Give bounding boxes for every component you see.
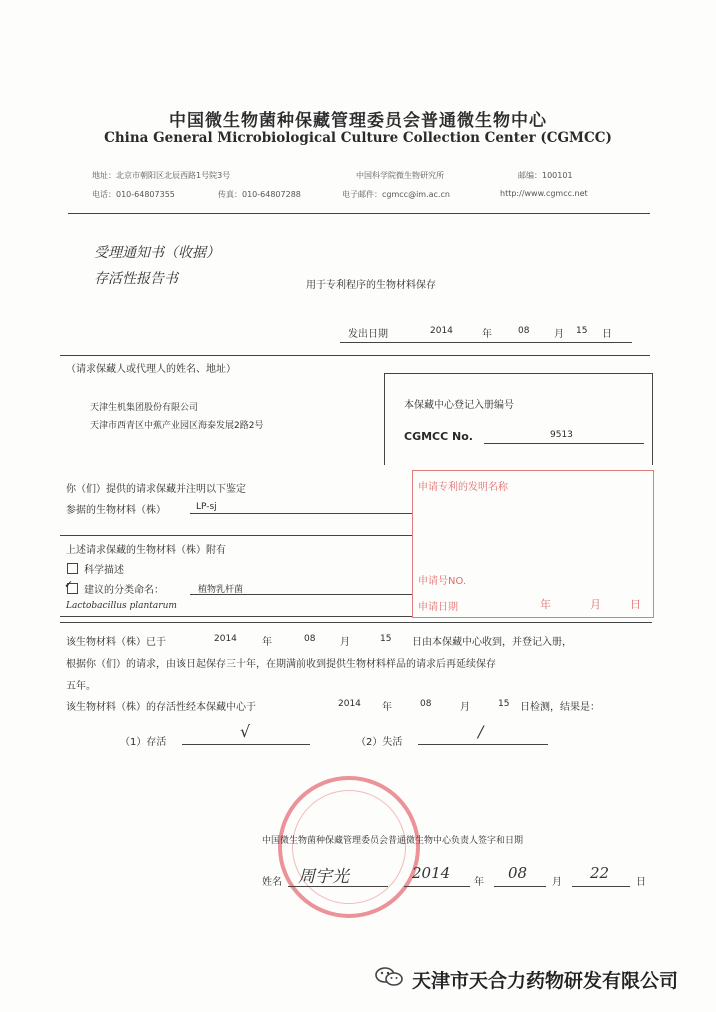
center-title-cn: 中国微生物菌种保藏管理委员会普通微生物中心 — [169, 111, 547, 131]
issue-month: 08 — [518, 326, 530, 336]
viability-post: 日检测，结果是： — [520, 702, 600, 713]
dead-mark: / — [478, 722, 484, 741]
viability-pre: 该生物材料（株）的存活性经本保藏中心于 — [66, 702, 256, 713]
application-month-unit: 月 — [590, 598, 601, 611]
issue-month-unit: 月 — [554, 329, 564, 340]
receipt-month: 08 — [304, 634, 316, 644]
application-day-unit: 日 — [630, 598, 641, 611]
institute: 中国科学院微生物研究所 — [356, 171, 444, 180]
receipt-line3: 五年。 — [66, 681, 96, 692]
issue-year-unit: 年 — [482, 329, 492, 340]
registration-box-right — [652, 373, 653, 465]
signature-month-underline — [494, 886, 546, 887]
website: http://www.cgmcc.net — [500, 189, 588, 198]
viability-month: 08 — [420, 699, 432, 709]
address: 地址：北京市朝阳区北辰西路1号院3号 — [92, 171, 231, 180]
signature-year-underline — [404, 886, 470, 887]
patent-name-label: 申请专利的发明名称 — [418, 482, 508, 493]
requester-name: 天津生机集团股份有限公司 — [90, 403, 199, 413]
viability-year: 2014 — [338, 699, 361, 709]
center-title-en: China General Microbiological Culture Collection Center (CGMCC) — [104, 130, 612, 146]
issue-day-unit: 日 — [602, 329, 612, 340]
signature-name-underline — [288, 886, 388, 887]
signature-day: 22 — [590, 864, 610, 882]
signature-name-label: 姓名 — [262, 877, 282, 888]
receipt-line1-post: 日由本保藏中心收到，并登记入册， — [412, 637, 572, 648]
doc-purpose: 用于专利程序的生物材料保存 — [306, 280, 436, 291]
alive-label: （1）存活 — [120, 737, 167, 748]
signature-line: 中国微生物菌种保藏管理委员会普通微生物中心负责人签字和日期 — [262, 836, 524, 846]
wechat-icon — [374, 966, 404, 988]
signature-name-value: 周宇光 — [298, 867, 349, 887]
material-line2-value: LP-sj — [196, 502, 217, 512]
material-line1: 你（们）提供的请求保藏并注明以下鉴定 — [66, 484, 246, 495]
dead-label: （2）失活 — [356, 737, 403, 748]
fax: 传真：010-64807288 — [218, 190, 301, 199]
requester-address: 天津市西青区中蕉产业园区海泰发展2路2号 — [90, 421, 264, 431]
receipt-year: 2014 — [214, 634, 237, 644]
scientific-description-label: 科学描述 — [84, 565, 124, 576]
cgmcc-number: 9513 — [550, 430, 573, 440]
official-seal — [278, 776, 420, 918]
material-underline — [190, 513, 412, 514]
signature-month: 08 — [508, 864, 528, 882]
latin-name: Lactobacillus plantarum — [66, 601, 177, 611]
alive-mark: √ — [240, 722, 251, 741]
latin-underline — [60, 616, 412, 617]
receipt-day: 15 — [380, 634, 392, 644]
receipt-month-unit: 月 — [340, 637, 350, 648]
cgmcc-label: CGMCC No. — [404, 430, 473, 443]
application-year-unit: 年 — [540, 598, 551, 611]
receipt-year-unit: 年 — [262, 637, 272, 648]
alive-underline — [182, 744, 310, 745]
cgmcc-underline — [484, 443, 644, 444]
proposed-name-label: 建议的分类命名： — [84, 585, 164, 596]
phone: 电话：010-64807355 — [92, 190, 175, 199]
check-mark-icon: ✓ — [64, 578, 74, 591]
receipt-line2: 根据你（们）的请求，由该日起保存三十年，在期满前收到提供生物材料样品的请求后再延续保存 — [66, 659, 496, 670]
receipt-line1-pre: 该生物材料（株）已于 — [66, 637, 166, 648]
doc-type-line2: 存活性报告书 — [94, 271, 178, 287]
issue-date-label: 发出日期 — [348, 329, 388, 340]
issue-day: 15 — [576, 326, 588, 336]
application-date-label: 申请日期 — [418, 602, 458, 613]
requester-label: （请求保藏人或代理人的姓名、地址） — [66, 364, 236, 375]
issue-year: 2014 — [430, 326, 453, 336]
viability-month-unit: 月 — [460, 702, 470, 713]
receipt-divider — [60, 622, 652, 623]
signature-month-unit: 月 — [552, 877, 562, 888]
application-no-label: 申请号NO. — [418, 576, 467, 587]
signature-year-unit: 年 — [474, 877, 484, 888]
section-divider — [60, 355, 650, 356]
material-line2-label: 参据的生物材料（株） — [66, 505, 166, 516]
registration-box-left — [384, 373, 385, 465]
registration-label: 本保藏中心登记入册编号 — [404, 400, 514, 411]
proposed-name-underline — [190, 594, 412, 595]
viability-year-unit: 年 — [382, 702, 392, 713]
signature-day-underline — [572, 886, 630, 887]
doc-type-line1: 受理通知书（收据） — [94, 245, 220, 261]
proposed-name-value: 植物乳杆菌 — [198, 585, 244, 595]
email: 电子邮件：cgmcc@im.ac.cn — [342, 190, 450, 199]
postcode: 邮编：100101 — [518, 171, 573, 180]
viability-day: 15 — [498, 699, 510, 709]
signature-day-unit: 日 — [636, 877, 646, 888]
scientific-description-checkbox[interactable] — [67, 563, 78, 574]
header-divider — [68, 213, 650, 214]
dead-underline — [418, 744, 548, 745]
watermark-text: 天津市天合力药物研发有限公司 — [412, 970, 679, 992]
signature-year: 2014 — [412, 864, 451, 882]
attached-label: 上述请求保藏的生物材料（株）附有 — [66, 545, 226, 556]
issue-date-underline — [340, 342, 632, 343]
registration-box-top — [384, 373, 652, 374]
material-divider — [60, 535, 412, 536]
